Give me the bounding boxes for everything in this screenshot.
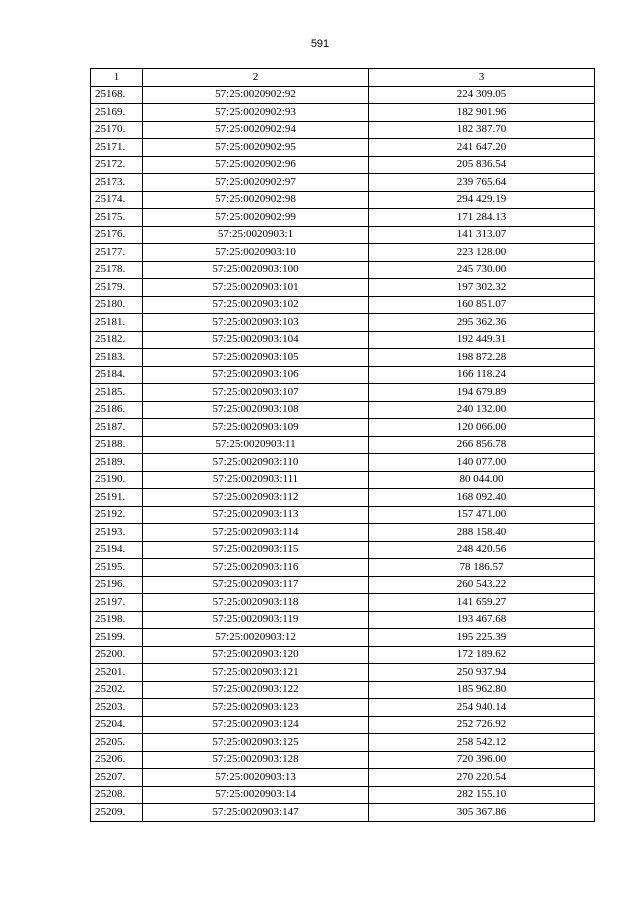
- value-cell: 270 220.54: [369, 769, 595, 787]
- row-number-cell: 25182.: [91, 331, 143, 349]
- row-number-cell: 25183.: [91, 349, 143, 367]
- table-row: [91, 209, 595, 227]
- row-number-cell: 25199.: [91, 629, 143, 647]
- table-row: [91, 314, 595, 332]
- value-cell: 140 077.00: [369, 454, 595, 472]
- table-row: [91, 786, 595, 804]
- table-row: [91, 139, 595, 157]
- row-number-cell: 25189.: [91, 454, 143, 472]
- table-row: [91, 664, 595, 682]
- row-number-cell: 25197.: [91, 594, 143, 612]
- table-row: [91, 244, 595, 262]
- row-number-cell: 25175.: [91, 209, 143, 227]
- row-number-cell: 25207.: [91, 769, 143, 787]
- table-row: [91, 261, 595, 279]
- table-body: [91, 86, 595, 821]
- cadastral-number-cell: 57:25:0020902:93: [143, 104, 369, 122]
- cadastral-number-cell: 57:25:0020903:125: [143, 734, 369, 752]
- table-row: [91, 401, 595, 419]
- value-cell: 224 309.05: [369, 86, 595, 104]
- cadastral-number-cell: 57:25:0020903:114: [143, 524, 369, 542]
- row-number-cell: 25206.: [91, 751, 143, 769]
- table-row: [91, 331, 595, 349]
- table-row: [91, 104, 595, 122]
- table-row: [91, 296, 595, 314]
- value-cell: 239 765.64: [369, 174, 595, 192]
- cadastral-number-cell: 57:25:0020903:111: [143, 471, 369, 489]
- cadastral-number-cell: 57:25:0020903:104: [143, 331, 369, 349]
- cadastral-number-cell: 57:25:0020903:10: [143, 244, 369, 262]
- table-row: [91, 471, 595, 489]
- row-number-cell: 25188.: [91, 436, 143, 454]
- cadastral-number-cell: 57:25:0020903:102: [143, 296, 369, 314]
- row-number-cell: 25190.: [91, 471, 143, 489]
- value-cell: 288 158.40: [369, 524, 595, 542]
- cadastral-number-cell: 57:25:0020903:14: [143, 786, 369, 804]
- table-row: [91, 506, 595, 524]
- table-row: [91, 804, 595, 822]
- table-row: [91, 156, 595, 174]
- table-row: [91, 611, 595, 629]
- row-number-cell: 25184.: [91, 366, 143, 384]
- row-number-cell: 25186.: [91, 401, 143, 419]
- row-number-cell: 25195.: [91, 559, 143, 577]
- table-row: [91, 576, 595, 594]
- cadastral-number-cell: 57:25:0020902:97: [143, 174, 369, 192]
- table-row: [91, 541, 595, 559]
- cadastral-number-cell: 57:25:0020903:110: [143, 454, 369, 472]
- value-cell: 120 066.00: [369, 419, 595, 437]
- row-number-cell: 25169.: [91, 104, 143, 122]
- value-cell: 720 396.00: [369, 751, 595, 769]
- row-number-cell: 25208.: [91, 786, 143, 804]
- column-header-2: 2: [143, 69, 369, 87]
- cadastral-number-cell: 57:25:0020903:1: [143, 226, 369, 244]
- row-number-cell: 25200.: [91, 646, 143, 664]
- table-row: [91, 559, 595, 577]
- row-number-cell: 25201.: [91, 664, 143, 682]
- value-cell: 157 471.00: [369, 506, 595, 524]
- cadastral-number-cell: 57:25:0020902:95: [143, 139, 369, 157]
- value-cell: 197 302.32: [369, 279, 595, 297]
- table-row: [91, 716, 595, 734]
- row-number-cell: 25170.: [91, 121, 143, 139]
- row-number-cell: 25181.: [91, 314, 143, 332]
- row-number-cell: 25185.: [91, 384, 143, 402]
- value-cell: 78 186.57: [369, 559, 595, 577]
- value-cell: 252 726.92: [369, 716, 595, 734]
- value-cell: 245 730.00: [369, 261, 595, 279]
- row-number-cell: 25187.: [91, 419, 143, 437]
- row-number-cell: 25204.: [91, 716, 143, 734]
- table-row: [91, 646, 595, 664]
- table-row: [91, 86, 595, 104]
- row-number-cell: 25172.: [91, 156, 143, 174]
- table-row: [91, 594, 595, 612]
- value-cell: 266 856.78: [369, 436, 595, 454]
- value-cell: 248 420.56: [369, 541, 595, 559]
- table-row: [91, 349, 595, 367]
- table-row: [91, 366, 595, 384]
- row-number-cell: 25180.: [91, 296, 143, 314]
- value-cell: 305 367.86: [369, 804, 595, 822]
- cadastral-number-cell: 57:25:0020903:106: [143, 366, 369, 384]
- row-number-cell: 25193.: [91, 524, 143, 542]
- table-header-row: [91, 69, 595, 87]
- row-number-cell: 25203.: [91, 699, 143, 717]
- value-cell: 80 044.00: [369, 471, 595, 489]
- value-cell: 258 542.12: [369, 734, 595, 752]
- value-cell: 205 836.54: [369, 156, 595, 174]
- cadastral-number-cell: 57:25:0020903:112: [143, 489, 369, 507]
- value-cell: 254 940.14: [369, 699, 595, 717]
- table-row: [91, 279, 595, 297]
- cadastral-number-cell: 57:25:0020903:100: [143, 261, 369, 279]
- table-row: [91, 751, 595, 769]
- value-cell: 185 962.80: [369, 681, 595, 699]
- row-number-cell: 25198.: [91, 611, 143, 629]
- cadastral-number-cell: 57:25:0020903:108: [143, 401, 369, 419]
- cadastral-number-cell: 57:25:0020903:122: [143, 681, 369, 699]
- row-number-cell: 25173.: [91, 174, 143, 192]
- table-row: [91, 769, 595, 787]
- value-cell: 171 284.13: [369, 209, 595, 227]
- cadastral-number-cell: 57:25:0020903:103: [143, 314, 369, 332]
- value-cell: 241 647.20: [369, 139, 595, 157]
- value-cell: 166 118.24: [369, 366, 595, 384]
- row-number-cell: 25178.: [91, 261, 143, 279]
- value-cell: 294 429.19: [369, 191, 595, 209]
- row-number-cell: 25194.: [91, 541, 143, 559]
- row-number-cell: 25209.: [91, 804, 143, 822]
- cadastral-number-cell: 57:25:0020902:92: [143, 86, 369, 104]
- cadastral-number-cell: 57:25:0020903:109: [143, 419, 369, 437]
- value-cell: 182 901.96: [369, 104, 595, 122]
- table-row: [91, 436, 595, 454]
- value-cell: 282 155.10: [369, 786, 595, 804]
- page-number: 591: [310, 38, 330, 50]
- table-row: [91, 419, 595, 437]
- value-cell: 240 132.00: [369, 401, 595, 419]
- cadastral-number-cell: 57:25:0020902:94: [143, 121, 369, 139]
- cadastral-number-cell: 57:25:0020903:105: [143, 349, 369, 367]
- value-cell: 295 362.36: [369, 314, 595, 332]
- value-cell: 194 679.89: [369, 384, 595, 402]
- table-row: [91, 191, 595, 209]
- cadastral-number-cell: 57:25:0020903:128: [143, 751, 369, 769]
- row-number-cell: 25179.: [91, 279, 143, 297]
- cadastral-number-cell: 57:25:0020903:12: [143, 629, 369, 647]
- value-cell: 141 659.27: [369, 594, 595, 612]
- value-cell: 193 467.68: [369, 611, 595, 629]
- value-cell: 160 851.07: [369, 296, 595, 314]
- cadastral-number-cell: 57:25:0020903:116: [143, 559, 369, 577]
- table-row: [91, 681, 595, 699]
- value-cell: 195 225.39: [369, 629, 595, 647]
- table-row: [91, 734, 595, 752]
- cadastral-number-cell: 57:25:0020902:98: [143, 191, 369, 209]
- cadastral-number-cell: 57:25:0020903:119: [143, 611, 369, 629]
- row-number-cell: 25192.: [91, 506, 143, 524]
- table-row: [91, 524, 595, 542]
- row-number-cell: 25202.: [91, 681, 143, 699]
- table-row: [91, 699, 595, 717]
- table-row: [91, 629, 595, 647]
- table-row: [91, 489, 595, 507]
- value-cell: 141 313.07: [369, 226, 595, 244]
- cadastral-number-cell: 57:25:0020903:120: [143, 646, 369, 664]
- column-header-3: 3: [369, 69, 595, 87]
- cadastral-number-cell: 57:25:0020903:13: [143, 769, 369, 787]
- cadastral-number-cell: 57:25:0020903:113: [143, 506, 369, 524]
- cadastral-number-cell: 57:25:0020902:99: [143, 209, 369, 227]
- row-number-cell: 25177.: [91, 244, 143, 262]
- row-number-cell: 25174.: [91, 191, 143, 209]
- table-row: [91, 121, 595, 139]
- row-number-cell: 25176.: [91, 226, 143, 244]
- row-number-cell: 25168.: [91, 86, 143, 104]
- value-cell: 250 937.94: [369, 664, 595, 682]
- cadastral-number-cell: 57:25:0020903:147: [143, 804, 369, 822]
- row-number-cell: 25196.: [91, 576, 143, 594]
- cadastral-number-cell: 57:25:0020903:11: [143, 436, 369, 454]
- cadastral-number-cell: 57:25:0020902:96: [143, 156, 369, 174]
- value-cell: 172 189.62: [369, 646, 595, 664]
- cadastral-number-cell: 57:25:0020903:124: [143, 716, 369, 734]
- row-number-cell: 25205.: [91, 734, 143, 752]
- cadastral-value-table: [90, 68, 595, 822]
- table-row: [91, 174, 595, 192]
- cadastral-number-cell: 57:25:0020903:118: [143, 594, 369, 612]
- value-cell: 168 092.40: [369, 489, 595, 507]
- value-cell: 182 387.70: [369, 121, 595, 139]
- cadastral-number-cell: 57:25:0020903:123: [143, 699, 369, 717]
- table-row: [91, 384, 595, 402]
- cadastral-number-cell: 57:25:0020903:107: [143, 384, 369, 402]
- value-cell: 223 128.00: [369, 244, 595, 262]
- row-number-cell: 25191.: [91, 489, 143, 507]
- cadastral-number-cell: 57:25:0020903:115: [143, 541, 369, 559]
- table-row: [91, 454, 595, 472]
- table-row: [91, 226, 595, 244]
- value-cell: 198 872.28: [369, 349, 595, 367]
- cadastral-number-cell: 57:25:0020903:121: [143, 664, 369, 682]
- cadastral-number-cell: 57:25:0020903:101: [143, 279, 369, 297]
- value-cell: 192 449.31: [369, 331, 595, 349]
- column-header-1: 1: [91, 69, 143, 87]
- cadastral-number-cell: 57:25:0020903:117: [143, 576, 369, 594]
- value-cell: 260 543.22: [369, 576, 595, 594]
- row-number-cell: 25171.: [91, 139, 143, 157]
